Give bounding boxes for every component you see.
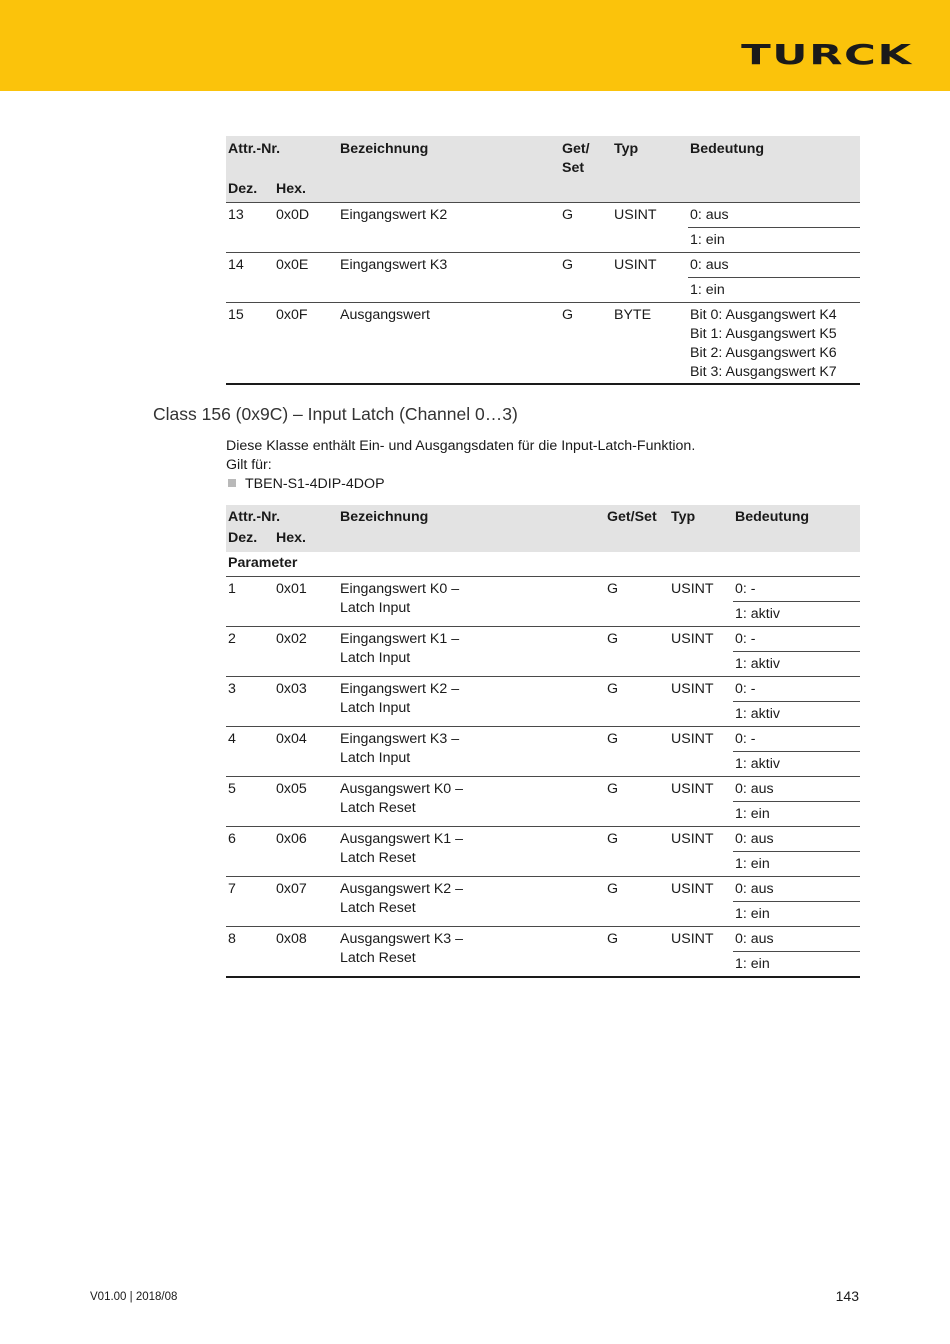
cell-bezeichnung [338, 927, 605, 978]
cell-typ: USINT [669, 627, 733, 677]
cell-hex: 0x04 [274, 727, 338, 777]
header-typ: Typ [669, 505, 733, 527]
table-row [226, 253, 860, 278]
cell-bedeutung: 1: aktiv [733, 702, 860, 727]
cell-bezeichnung [338, 627, 605, 677]
page-number: 143 [835, 1288, 859, 1304]
applies-to-list-item [226, 475, 695, 494]
attribute-table-2 [226, 505, 860, 978]
cell-dez: 15 [226, 303, 274, 385]
cell-bedeutung: 1: aktiv [733, 752, 860, 777]
bullet-icon [228, 479, 236, 487]
table-header-row [226, 505, 860, 527]
table-subheader-row [226, 178, 860, 203]
table-row [226, 303, 860, 385]
cell-bedeutung: 0: - [733, 677, 860, 702]
cell-dez: 2 [226, 627, 274, 677]
cell-hex: 0x0F [274, 303, 338, 385]
cell-get-set: G [560, 253, 612, 303]
cell-hex: 0x0D [274, 203, 338, 253]
table-row [226, 577, 860, 602]
header-typ: Typ [612, 136, 688, 178]
cell-bezeichnung [338, 777, 605, 827]
cell-bezeichnung: Eingangswert K3 [338, 253, 560, 303]
header-hex: Hex. [274, 178, 338, 203]
cell-bezeichnung: Ausgangswert [338, 303, 560, 385]
applies-to-item: TBEN-S1-4DIP-4DOP [245, 476, 385, 492]
cell-bedeutung: 0: aus [688, 203, 860, 228]
cell-dez: 5 [226, 777, 274, 827]
cell-bedeutung: 0: - [733, 577, 860, 602]
name-line: Latch Input [340, 600, 411, 616]
turck-logo: TURCK [741, 38, 913, 71]
cell-get-set: G [560, 203, 612, 253]
meaning-line: Bit 0: Ausgangswert K4 [690, 307, 837, 323]
table-row [226, 827, 860, 852]
applies-to-label: Gilt für: [226, 457, 272, 473]
cell-get-set: G [605, 627, 669, 677]
table-row [226, 627, 860, 652]
header-bar [0, 0, 950, 91]
cell-dez: 4 [226, 727, 274, 777]
name-line: Eingangswert K2 – [340, 681, 460, 697]
footer-version: V01.00 | 2018/08 [90, 1291, 178, 1303]
cell-bedeutung: 1: ein [688, 228, 860, 253]
meaning-line: Bit 1: Ausgangswert K5 [690, 326, 837, 342]
cell-get-set: G [605, 577, 669, 627]
cell-bezeichnung [338, 827, 605, 877]
header-bezeichnung: Bezeichnung [338, 136, 560, 178]
cell-bedeutung: 1: ein [733, 952, 860, 978]
cell-get-set: G [605, 877, 669, 927]
cell-bezeichnung [338, 877, 605, 927]
cell-typ: USINT [669, 577, 733, 627]
cell-dez: 14 [226, 253, 274, 303]
header-hex: Hex. [274, 527, 338, 552]
cell-hex: 0x06 [274, 827, 338, 877]
cell-hex: 0x05 [274, 777, 338, 827]
cell-typ: USINT [669, 877, 733, 927]
cell-bezeichnung: Eingangswert K2 [338, 203, 560, 253]
section-title: Class 156 (0x9C) – Input Latch (Channel 0…3) [153, 404, 518, 424]
cell-bedeutung: 0: aus [733, 877, 860, 902]
meaning-line: Bit 2: Ausgangswert K6 [690, 345, 837, 361]
cell-typ: USINT [669, 677, 733, 727]
header-get-set: Get/Set [605, 505, 669, 527]
cell-hex: 0x0E [274, 253, 338, 303]
cell-dez: 13 [226, 203, 274, 253]
cell-bedeutung: 0: aus [733, 827, 860, 852]
cell-typ: USINT [612, 253, 688, 303]
cell-hex: 0x07 [274, 877, 338, 927]
table-row [226, 203, 860, 228]
cell-bedeutung: 0: - [733, 727, 860, 752]
cell-get-set: G [605, 727, 669, 777]
name-line: Ausgangswert K2 – [340, 881, 464, 897]
table-row [226, 777, 860, 802]
cell-typ: BYTE [612, 303, 688, 385]
cell-get-set: G [605, 777, 669, 827]
name-line: Latch Reset [340, 900, 416, 916]
cell-bedeutung: 1: ein [733, 802, 860, 827]
name-line: Latch Input [340, 750, 411, 766]
name-line: Ausgangswert K1 – [340, 831, 464, 847]
name-line: Latch Reset [340, 800, 416, 816]
cell-dez: 3 [226, 677, 274, 727]
name-line: Ausgangswert K0 – [340, 781, 464, 797]
cell-typ: USINT [669, 827, 733, 877]
cell-get-set: G [605, 927, 669, 978]
table-row [226, 927, 860, 952]
header-dez: Dez. [226, 527, 274, 552]
cell-bedeutung: 0: - [733, 627, 860, 652]
name-line: Latch Reset [340, 850, 416, 866]
cell-bedeutung: 0: aus [733, 777, 860, 802]
name-line: Eingangswert K0 – [340, 581, 460, 597]
cell-dez: 6 [226, 827, 274, 877]
table-subheader-row [226, 527, 860, 552]
cell-bedeutung: 0: aus [688, 253, 860, 278]
cell-bezeichnung [338, 727, 605, 777]
cell-typ: USINT [669, 727, 733, 777]
cell-bedeutung [688, 303, 860, 385]
section-intro [226, 437, 695, 494]
name-line: Latch Input [340, 700, 411, 716]
group-row [226, 552, 860, 577]
header-bedeutung: Bedeutung [688, 136, 860, 178]
name-line: Latch Input [340, 650, 411, 666]
header-dez: Dez. [226, 178, 274, 203]
table-row [226, 677, 860, 702]
header-get-set: Get/ Set [560, 136, 612, 178]
section-description: Diese Klasse enthält Ein- und Ausgangsdaten für die Input-Latch-Funktion. [226, 438, 696, 454]
cell-dez: 1 [226, 577, 274, 627]
header-attr-nr: Attr.-Nr. [226, 505, 338, 527]
meaning-line: Bit 3: Ausgangswert K7 [690, 364, 837, 380]
cell-bedeutung: 1: ein [733, 902, 860, 927]
cell-bedeutung: 0: aus [733, 927, 860, 952]
cell-get-set: G [560, 303, 612, 385]
cell-typ: USINT [669, 927, 733, 978]
table-row [226, 727, 860, 752]
cell-hex: 0x02 [274, 627, 338, 677]
cell-typ: USINT [669, 777, 733, 827]
cell-bezeichnung [338, 677, 605, 727]
cell-get-set: G [605, 827, 669, 877]
group-label: Parameter [228, 555, 298, 571]
cell-bedeutung: 1: ein [688, 278, 860, 303]
attribute-table-1 [226, 136, 860, 385]
cell-bedeutung: 1: ein [733, 852, 860, 877]
name-line: Latch Reset [340, 950, 416, 966]
name-line: Eingangswert K3 – [340, 731, 460, 747]
table-header-row [226, 136, 860, 178]
cell-dez: 7 [226, 877, 274, 927]
cell-hex: 0x03 [274, 677, 338, 727]
cell-dez: 8 [226, 927, 274, 978]
header-attr-nr: Attr.-Nr. [226, 136, 338, 178]
cell-bezeichnung [338, 577, 605, 627]
cell-hex: 0x08 [274, 927, 338, 978]
cell-bedeutung: 1: aktiv [733, 652, 860, 677]
name-line: Ausgangswert K3 – [340, 931, 464, 947]
cell-typ: USINT [612, 203, 688, 253]
header-bedeutung: Bedeutung [733, 505, 860, 527]
cell-hex: 0x01 [274, 577, 338, 627]
table-row [226, 877, 860, 902]
name-line: Eingangswert K1 – [340, 631, 460, 647]
cell-get-set: G [605, 677, 669, 727]
header-bezeichnung: Bezeichnung [338, 505, 605, 527]
cell-bedeutung: 1: aktiv [733, 602, 860, 627]
